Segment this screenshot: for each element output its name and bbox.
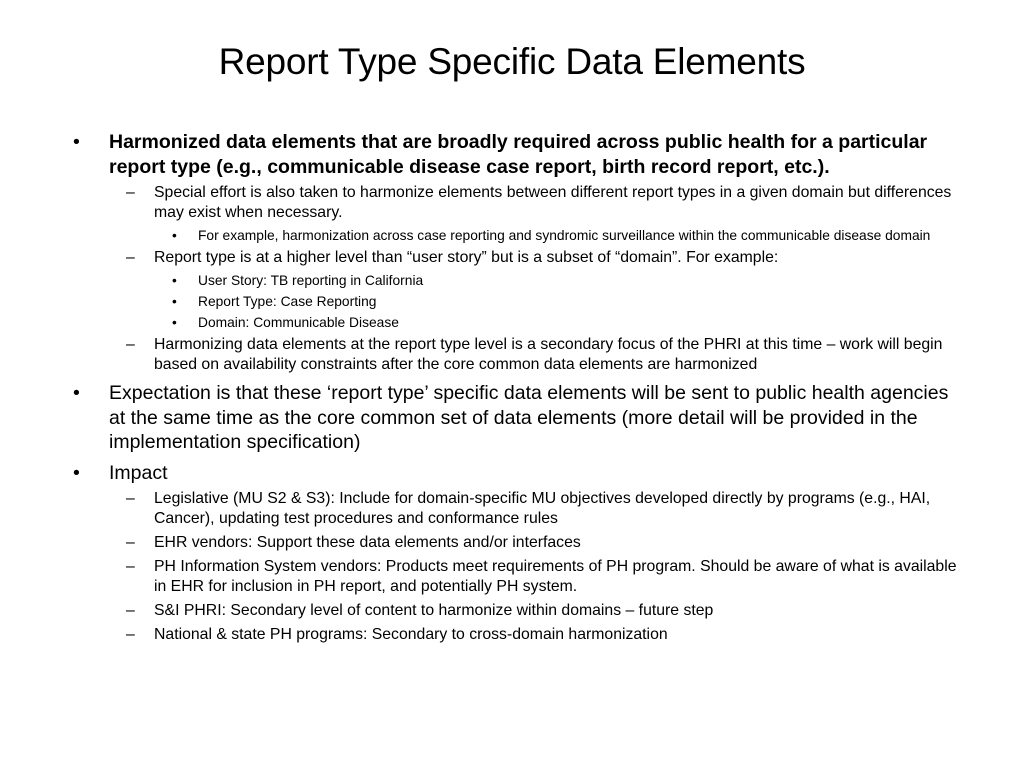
bullet-text: S&I PHRI: Secondary level of content to harmonize within domains – future step xyxy=(154,602,714,619)
bullet-harmonized xyxy=(70,130,970,179)
bullet-dot-icon: • xyxy=(172,315,177,330)
bullet-dash-icon: – xyxy=(126,626,135,643)
subbullet-legislative xyxy=(109,489,970,529)
bullet-impact xyxy=(70,461,970,486)
bullet-dash-icon: – xyxy=(126,184,135,201)
bullet-text: Special effort is also taken to harmonize elements between different report types in a given domain but differences may exist when necessary. xyxy=(154,184,952,221)
bullet-dash-icon: – xyxy=(126,534,135,551)
bullet-text: Expectation is that these ‘report type’ specific data elements will be sent to public health agencies at the same time as the core common set of data elements (more detail will be provided in the implementation specification) xyxy=(109,382,949,453)
subbullet-harmonizing xyxy=(109,335,970,375)
bullet-text: EHR vendors: Support these data elements and/or interfaces xyxy=(154,534,581,551)
slide-body xyxy=(70,130,970,645)
bullet-dash-icon: – xyxy=(126,490,135,507)
subsubbullet-report-type xyxy=(154,293,970,310)
subsubbullet-for-example xyxy=(154,227,970,244)
bullet-text: Legislative (MU S2 & S3): Include for domain-specific MU objectives developed directly by programs (e.g., HAI, Cancer), updating test procedures and conformance rules xyxy=(154,490,931,527)
bullet-dot-icon: • xyxy=(73,131,80,153)
subbullet-si-phri xyxy=(109,601,970,621)
bullet-dash-icon: – xyxy=(126,336,135,353)
bullet-dash-icon: – xyxy=(126,602,135,619)
subbullet-special-effort xyxy=(109,183,970,223)
subbullet-ph-info-system xyxy=(109,557,970,597)
bullet-dash-icon: – xyxy=(126,249,135,266)
bullet-dot-icon: • xyxy=(172,273,177,288)
bullet-expectation xyxy=(70,381,970,455)
bullet-dot-icon: • xyxy=(73,382,80,404)
bullet-dot-icon: • xyxy=(172,294,177,309)
subbullet-ehr-vendors xyxy=(109,533,970,553)
bullet-text: National & state PH programs: Secondary to cross-domain harmonization xyxy=(154,626,668,643)
subbullet-national-state xyxy=(109,625,970,645)
subbullet-report-type-level xyxy=(109,248,970,268)
slide-title: Report Type Specific Data Elements xyxy=(218,41,806,82)
bullet-text: PH Information System vendors: Products meet requirements of PH program. Should be aware of what is available in EHR for inclusion in PH report, and potentially PH system. xyxy=(154,558,957,595)
bullet-dot-icon: • xyxy=(172,228,177,243)
bullet-dot-icon: • xyxy=(73,461,80,484)
bullet-text: Report Type: Case Reporting xyxy=(198,294,377,309)
bullet-text: For example, harmonization across case reporting and syndromic surveillance within the communicable disease domain xyxy=(198,228,931,243)
subsubbullet-domain xyxy=(154,314,970,331)
bullet-dash-icon: – xyxy=(126,558,135,575)
subsubbullet-user-story xyxy=(154,272,970,289)
bullet-text: Report type is at a higher level than “user story” but is a subset of “domain”. For example: xyxy=(154,249,779,266)
bullet-text: Domain: Communicable Disease xyxy=(198,315,399,330)
bullet-text: Harmonized data elements that are broadly required across public health for a particular report type (e.g., communicable disease case report, birth record report, etc.). xyxy=(109,131,928,178)
bullet-text: Harmonizing data elements at the report type level is a secondary focus of the PHRI at this time – work will begin based on availability constraints after the core common data elements are harmonized xyxy=(154,336,943,373)
bullet-text: User Story: TB reporting in California xyxy=(198,273,424,288)
bullet-text: Impact xyxy=(109,461,168,484)
